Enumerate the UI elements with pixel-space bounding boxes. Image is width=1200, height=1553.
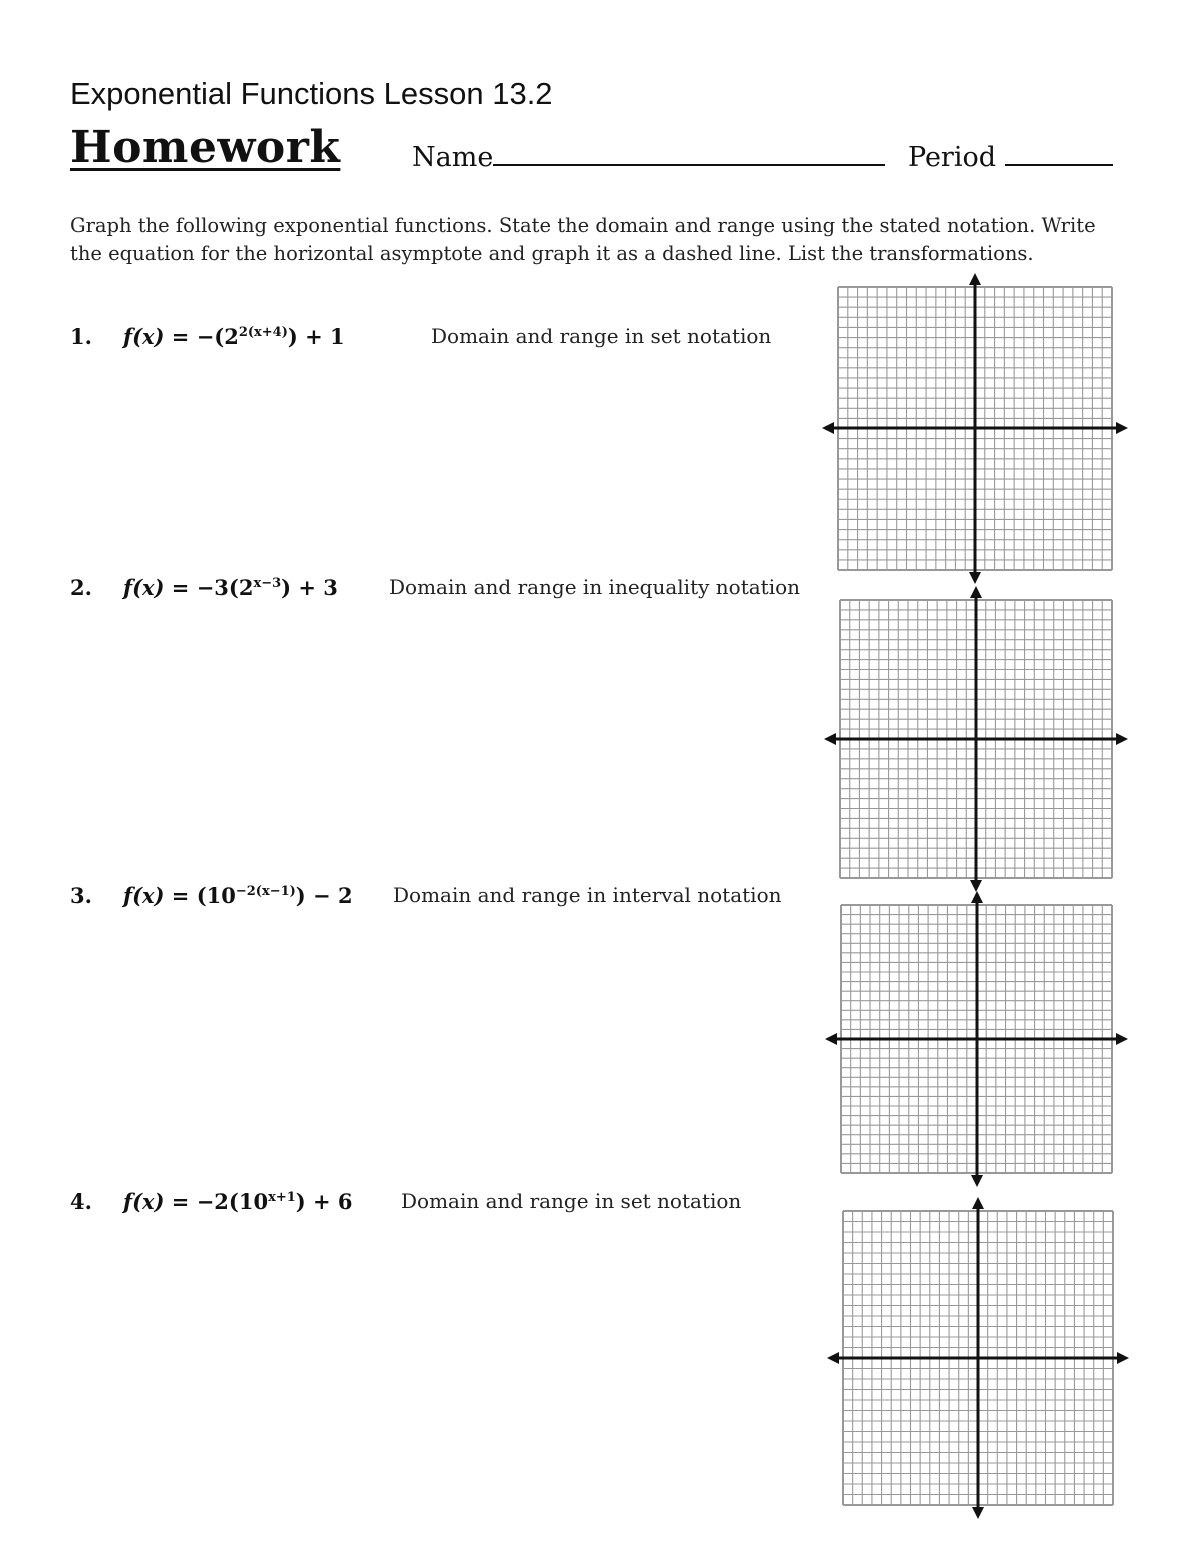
problem-number: 3.: [70, 883, 92, 908]
x-axis-right-arrow: [1117, 1352, 1129, 1364]
formula-tail: ) − 2: [295, 883, 353, 908]
formula-tail: ) + 6: [295, 1189, 353, 1214]
formula-exponent: x+1: [268, 1190, 296, 1205]
problem-prompt: Domain and range in inequality notation: [389, 575, 801, 599]
y-axis-down-arrow: [972, 1507, 984, 1519]
formula-tail: ) + 3: [281, 575, 338, 600]
formula-base: (10: [196, 883, 236, 908]
formula-lhs: f(x) =: [123, 883, 197, 908]
problem-prompt: Domain and range in set notation: [401, 1189, 742, 1213]
problem-number: 1.: [70, 324, 92, 349]
problem-number: 2.: [70, 575, 92, 600]
problem-number: 4.: [70, 1189, 92, 1214]
formula-tail: ) + 1: [287, 324, 345, 349]
problem-prompt: Domain and range in set notation: [431, 324, 772, 348]
formula-lhs: f(x) =: [123, 575, 197, 600]
formula-lhs: f(x) =: [123, 324, 197, 349]
formula-base: −(2: [196, 324, 239, 349]
x-axis-left-arrow: [827, 1352, 839, 1364]
formula-exponent: x−3: [253, 576, 282, 591]
homework-heading: Homework: [70, 122, 341, 173]
lesson-title: Exponential Functions Lesson 13.2: [70, 76, 553, 111]
y-axis-up-arrow: [972, 1197, 984, 1209]
formula-base: −3(2: [196, 575, 254, 600]
problem-prompt: Domain and range in interval notation: [393, 883, 782, 907]
formula-lhs: f(x) =: [123, 1189, 197, 1214]
formula-exponent: 2(x+4): [238, 325, 288, 340]
formula-base: −2(10: [196, 1189, 269, 1214]
formula-exponent: −2(x−1): [235, 884, 296, 899]
name-label: Name: [412, 142, 494, 173]
instructions-text: Graph the following exponential functions. State the domain and range using the stated notation. Write the equation for the horizontal asymptote and graph it as a dashed line. List the transformations.: [70, 214, 1096, 265]
period-label: Period: [908, 142, 997, 173]
